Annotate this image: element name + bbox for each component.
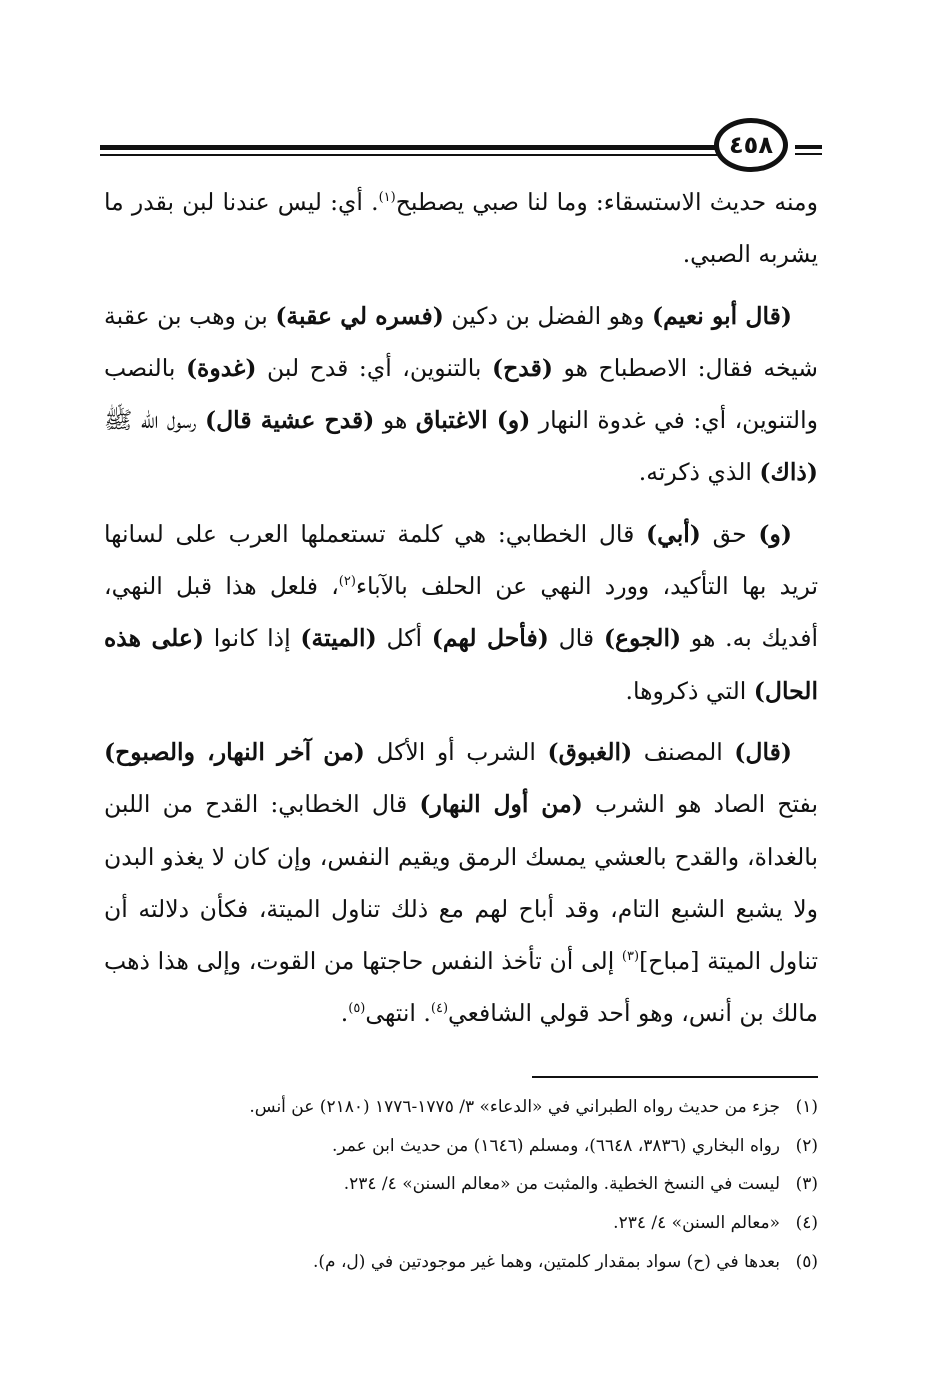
bold-term: (قال أبو نعيم)	[652, 301, 793, 330]
footnote-text: «معالم السنن» ٤/ ٢٣٤.	[613, 1213, 780, 1234]
text-run: الشرب أو الأكل	[364, 737, 548, 766]
footnote-number: (٣)	[795, 1174, 818, 1195]
bold-term: (قدح عشية قال)	[204, 406, 375, 435]
footnote	[104, 1243, 818, 1282]
text-run: ومنه حديث الاستسقاء: وما لنا صبي يصطبح	[395, 188, 818, 216]
footnote-text: جزء من حديث رواه الطبراني في «الدعاء» ٣/ ١٧٧٥-١٧٧٦ (٢١٨٠) عن أنس.	[249, 1097, 780, 1117]
text-run: قال الخطابي: القدح من اللبن بالغداة، والقدح بالعشي يمسك الرمق ويقيم النفس، وإن كان لا يغذو البدن ولا يشبع الشبع التام، وقد أباح لهم مع ذلك تناول الميتة، فكأن دلالته أن تناول الميتة [مباح]	[104, 790, 819, 976]
header-rule-tail-thin	[795, 153, 822, 155]
text-run: الذي ذكرته.	[638, 458, 760, 487]
text-run: وهو الفضل بن دكين	[443, 301, 653, 330]
bold-term: (و) الاغتباق	[415, 406, 531, 435]
footnote-ref: (٢)	[338, 574, 356, 590]
text-run: بالتنوين، أي: قدح لبن	[256, 353, 492, 382]
bold-term: (أبي)	[646, 519, 701, 548]
footnote-separator	[532, 1076, 818, 1078]
footnote	[104, 1204, 818, 1243]
text-run: إلى أن تأخذ النفس حاجتها من القوت، وإلى هذا ذهب مالك بن أنس، وهو أحد قولي الشافعي	[104, 947, 818, 1028]
bold-term: (الغبوق)	[547, 737, 633, 766]
page-number: ٤٥٨	[714, 118, 788, 172]
bold-term: (غدوة)	[185, 353, 257, 382]
text-run: المصنف	[632, 737, 735, 766]
footnote-number: (٤)	[795, 1213, 818, 1234]
bold-term: (ذاك)	[759, 458, 818, 487]
footnote-ref: (٣)	[621, 949, 640, 965]
footnote-text: رواه البخاري (٣٨٣٦، ٦٦٤٨)، ومسلم (١٦٤٦) من حديث ابن عمر.	[332, 1135, 780, 1156]
text-run: بفتح الصاد هو الشرب	[582, 790, 818, 819]
footnote-text: ليست في النسخ الخطية. والمثبت من «معالم السنن» ٤/ ٢٣٤.	[343, 1174, 780, 1195]
header-rule-thin	[100, 154, 720, 156]
footnote	[104, 1088, 818, 1127]
text-run: . أي: ليس عندنا لبن بقدر ما يشربه الصبي.	[104, 188, 818, 269]
paragraph	[104, 726, 818, 1040]
paragraph	[104, 508, 818, 717]
text-run: ، فلعل هذا قبل النهي، أفديك به. هو	[104, 572, 818, 653]
page-header	[100, 118, 822, 178]
footnote-number: (٢)	[795, 1135, 818, 1156]
footnote-number: (٥)	[795, 1251, 818, 1272]
main-text	[104, 176, 818, 1049]
bold-term: (من أول النهار)	[419, 790, 583, 819]
footnote	[104, 1165, 818, 1204]
text-run: قال الخطابي: هي كلمة تستعملها العرب على لسانها تريد بها التأكيد، وورد النهي عن الحلف بالآباء	[104, 519, 818, 601]
footnote-ref: (٥)	[348, 1001, 366, 1017]
text-run: بن وهب بن عقبة شيخه فقال: الاصطباح هو	[104, 301, 818, 382]
footnote-text: بعدها في (ح) سواد بمقدار كلمتين، وهما غير موجودتين في (ل، م).	[312, 1251, 780, 1272]
bold-term: (فسره لي عقبة)	[275, 301, 444, 330]
text-run: . انتهى	[365, 999, 431, 1028]
footnote	[104, 1127, 818, 1166]
bold-term: (من آخر النهار، والصبوح)	[104, 737, 365, 766]
bold-term: (الميتة)	[300, 624, 377, 653]
text-run: إذا كانوا	[204, 624, 301, 653]
bold-term: (الجوع)	[603, 624, 682, 653]
footnote-ref: (١)	[378, 190, 396, 206]
paragraph	[104, 290, 818, 499]
footnotes	[104, 1088, 818, 1282]
footnote-ref: (٤)	[430, 1001, 449, 1017]
text-run: بالنصب والتنوين، أي: في غدوة النهار	[104, 353, 818, 435]
bold-term: (قال)	[734, 737, 792, 766]
footnote-number: (١)	[795, 1097, 818, 1117]
bold-term: (على هذه الحال)	[104, 624, 818, 705]
text-run: هو	[374, 406, 416, 435]
header-rule-thick	[100, 145, 720, 150]
text-run: قال	[548, 624, 604, 653]
paragraph	[104, 176, 818, 281]
text-run: رسول الله ﷺ	[104, 406, 205, 435]
text-run: .	[340, 999, 349, 1028]
text-run: أكل	[376, 624, 432, 653]
text-run: حق	[700, 519, 759, 548]
bold-term: (فأحل لهم)	[431, 624, 549, 653]
header-rule-tail	[795, 145, 822, 149]
text-run: التي ذكروها.	[625, 676, 754, 705]
bold-term: (و)	[758, 519, 792, 548]
bold-term: (قدح)	[491, 353, 553, 382]
